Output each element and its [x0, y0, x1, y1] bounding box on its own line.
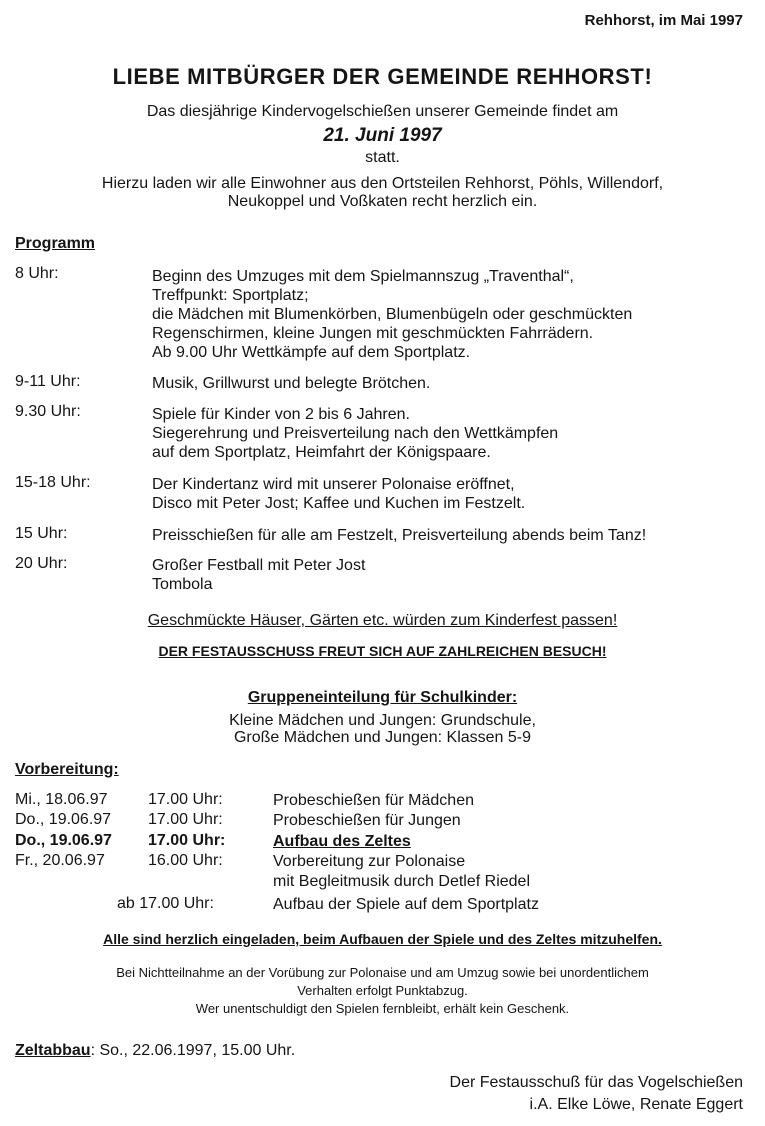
intro-line-3: Hierzu laden wir alle Einwohner aus den Ortsteilen Rehhorst, Pöhls, Willendorf,	[101, 175, 664, 192]
prep-day: Mi., 18.06.97	[15, 791, 108, 808]
program-time: 15-18 Uhr:	[15, 474, 91, 491]
signature-line-1: Der Festausschuß für das Vogelschießen	[449, 1074, 743, 1091]
teardown-label: Zeltabbau	[15, 1042, 91, 1059]
program-line: Regenschirmen, kleine Jungen mit geschmückten Fahrrädern.	[152, 325, 594, 342]
prep-day: Do., 19.06.97	[15, 811, 112, 828]
groups-line-2: Große Mädchen und Jungen: Klassen 5-9	[233, 729, 532, 746]
program-line: Großer Festball mit Peter Jost	[152, 557, 366, 574]
rules-line-2: Verhalten erfolgt Punktabzug.	[297, 983, 468, 998]
program-description	[152, 267, 632, 362]
program-time: 20 Uhr:	[15, 555, 68, 572]
groups-heading: Gruppeneinteilung für Schulkinder:	[247, 689, 518, 706]
prep-description: Aufbau der Spiele auf dem Sportplatz	[273, 896, 539, 913]
help-invitation: Alle sind herzlich eingeladen, beim Aufbauen der Spiele und des Zeltes mitzuhelfen.	[103, 931, 662, 947]
prep-description	[273, 852, 530, 892]
intro-line-1: Das diesjährige Kindervogelschießen unserer Gemeinde findet am	[146, 103, 619, 120]
rules-line-3: Wer unentschuldigt den Spielen fernbleibt, erhält kein Geschenk.	[195, 1001, 570, 1016]
program-line: Beginn des Umzuges mit dem Spielmannszug „Traventhal“,	[152, 268, 574, 285]
prep-time: 17.00 Uhr:	[148, 811, 223, 828]
prep-day: Fr., 20.06.97	[15, 852, 105, 869]
prep-time: 17.00 Uhr:	[148, 791, 223, 808]
prep-description: Probeschießen für Jungen	[273, 812, 461, 829]
prep-time: ab 17.00 Uhr:	[117, 895, 214, 912]
program-line: Siegerehrung und Preisverteilung nach den Wettkämpfen	[152, 425, 559, 442]
program-description	[152, 405, 558, 462]
signature-line-2: i.A. Elke Löwe, Renate Eggert	[529, 1096, 743, 1113]
page-title: LIEBE MITBÜRGER DER GEMEINDE REHHORST!	[112, 64, 653, 89]
prep-time: 16.00 Uhr:	[148, 852, 223, 869]
program-time: 9.30 Uhr:	[15, 403, 81, 420]
program-line: die Mädchen mit Blumenkörben, Blumenbügeln oder geschmückten	[152, 306, 633, 323]
program-description	[152, 526, 646, 545]
program-time: 8 Uhr:	[15, 265, 59, 282]
program-description	[152, 556, 365, 594]
program-line: Der Kindertanz wird mit unserer Polonaise eröffnet,	[152, 476, 515, 493]
decorate-note: Geschmückte Häuser, Gärten etc. würden zum Kinderfest passen!	[147, 612, 618, 629]
teardown-line	[15, 1042, 295, 1060]
program-time: 15 Uhr:	[15, 525, 68, 542]
preparation-heading: Vorbereitung:	[15, 761, 119, 778]
program-description	[152, 374, 430, 393]
place-date: Rehhorst, im Mai 1997	[584, 12, 743, 29]
teardown-text: : So., 22.06.1997, 15.00 Uhr.	[90, 1042, 296, 1059]
prep-day: Do., 19.06.97	[15, 832, 112, 849]
signature	[450, 1072, 743, 1116]
prep-description: Probeschießen für Mädchen	[273, 792, 474, 809]
program-line: auf dem Sportplatz, Heimfahrt der Königspaare.	[152, 444, 491, 461]
program-line: Treffpunkt: Sportplatz;	[152, 287, 309, 304]
prep-line: Vorbereitung zur Polonaise	[273, 853, 466, 870]
prep-time: 17.00 Uhr:	[148, 832, 226, 849]
program-time: 9-11 Uhr:	[15, 373, 81, 390]
program-line: Disco mit Peter Jost; Kaffee und Kuchen im Festzelt.	[152, 495, 526, 512]
program-line: Preisschießen für alle am Festzelt, Preisverteilung abends beim Tanz!	[152, 527, 647, 544]
program-line: Spiele für Kinder von 2 bis 6 Jahren.	[152, 406, 410, 423]
program-description	[152, 475, 525, 513]
groups-line-1: Kleine Mädchen und Jungen: Grundschule,	[229, 712, 536, 729]
committee-welcome: DER FESTAUSSCHUSS FREUT SICH AUF ZAHLREICHEN BESUCH!	[158, 643, 607, 659]
prep-line: mit Begleitmusik durch Detlef Riedel	[273, 873, 530, 890]
intro-line-2: statt.	[365, 149, 400, 166]
prep-description: Aufbau des Zeltes	[273, 833, 411, 850]
rules-line-1: Bei Nichtteilnahme an der Vorübung zur Polonaise und am Umzug sowie bei unordentlichem	[116, 965, 649, 980]
intro-line-4: Neukoppel und Voßkaten recht herzlich ein.	[227, 193, 538, 210]
event-date: 21. Juni 1997	[323, 125, 442, 146]
program-line: Musik, Grillwurst und belegte Brötchen.	[152, 375, 431, 392]
program-line: Ab 9.00 Uhr Wettkämpfe auf dem Sportplatz.	[152, 344, 471, 361]
program-line: Tombola	[152, 576, 213, 593]
program-heading: Programm	[15, 235, 96, 252]
